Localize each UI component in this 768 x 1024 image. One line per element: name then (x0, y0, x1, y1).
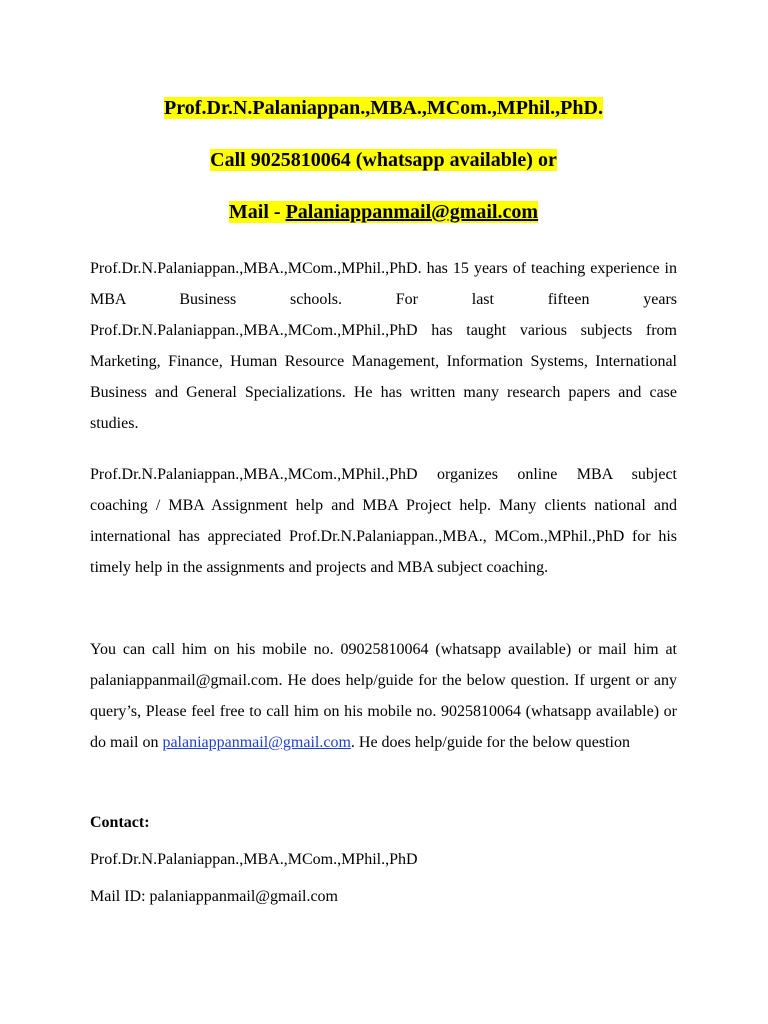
paragraph-contact-info (90, 634, 677, 758)
contact-mail: Mail ID: palaniappanmail@gmail.com (90, 888, 338, 905)
header-call-text: Call 9025810064 (whatsapp available) or (210, 149, 557, 171)
paragraph-contact-text: You can call him on his mobile no. 09025810064 (whatsapp available) or mail him at palaniappanmail@gmail.com. He does help/guide for the below question. If urgent or any query’s, Please feel free to call him on his mobile no. 9025810064 (whatsapp available) or do mail on (90, 641, 677, 751)
paragraph-services: Prof.Dr.N.Palaniappan.,MBA.,MCom.,MPhil.,PhD organizes online MBA subject coaching / MBA Assignment help and MBA Project help. Many clients national and international has appreciated Prof.Dr.N.Palaniappan.,MBA., MCom.,MPhil.,PhD for his timely help in the assignments and projects and MBA subject coaching. (90, 466, 677, 576)
header-name (90, 96, 677, 120)
paragraph-experience: Prof.Dr.N.Palaniappan.,MBA.,MCom.,MPhil.,PhD. has 15 years of teaching experience in MBA Business schools. For last fifteen years Prof.Dr.N.Palaniappan.,MBA.,MCom.,MPhil.,PhD has taught various subjects from Marketing, Finance, Human Resource Management, Information Systems, International Business and General Specializations. He has written many research papers and case studies. (90, 260, 677, 432)
contact-label: Contact: (90, 814, 150, 831)
contact-name: Prof.Dr.N.Palaniappan.,MBA.,MCom.,MPhil.,PhD (90, 851, 418, 868)
header-mail-email: Palaniappanmail@gmail.com (285, 201, 539, 223)
header-name-text: Prof.Dr.N.Palaniappan.,MBA.,MCom.,MPhil.,PhD. (164, 97, 603, 119)
header-mail (90, 200, 677, 224)
email-link[interactable]: palaniappanmail@gmail.com (162, 734, 351, 751)
header-mail-prefix: Mail - (228, 201, 286, 223)
header-call (90, 148, 677, 172)
paragraph-contact-tail: . He does help/guide for the below question (350, 734, 630, 751)
